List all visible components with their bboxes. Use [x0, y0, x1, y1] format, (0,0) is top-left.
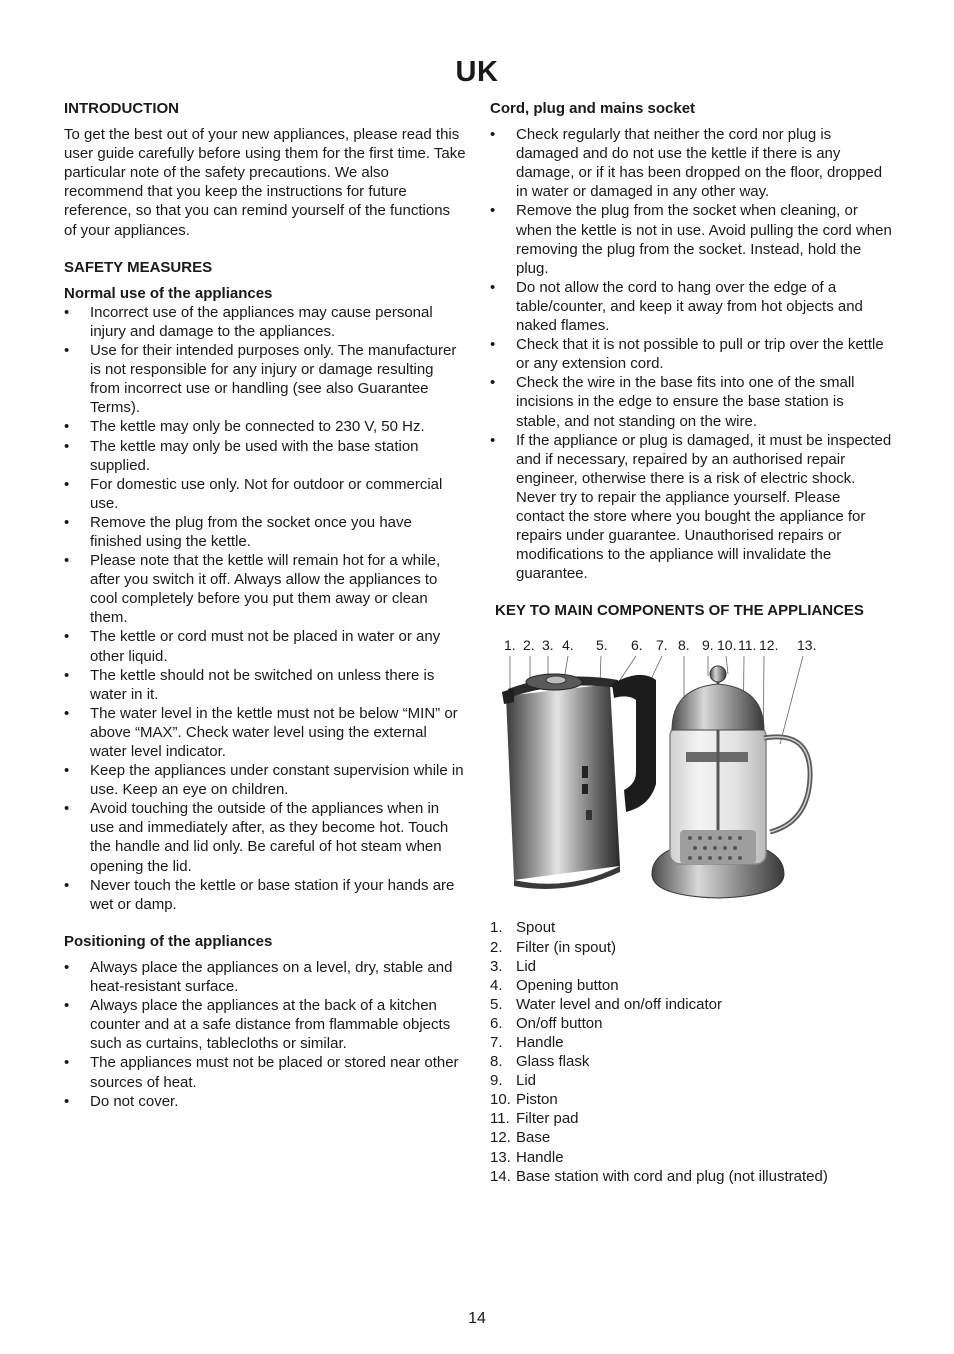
component-number: 8. [490, 1053, 503, 1071]
list-item: • Remove the plug from the socket once you have finished using the kettle. [64, 513, 466, 551]
callout-label: 6. [631, 637, 643, 654]
safety-heading: SAFETY MEASURES [64, 258, 213, 276]
component-label: Handle [516, 1034, 564, 1051]
callout-label: 13. [797, 637, 817, 654]
components-list [490, 918, 892, 1185]
callout-label: 9. [702, 637, 714, 654]
list-item [490, 976, 892, 995]
component-label: Piston [516, 1091, 558, 1109]
list-item [490, 995, 892, 1014]
list-item: • Do not cover. [64, 1092, 466, 1111]
list-item [490, 1167, 892, 1186]
list-item: • The water level in the kettle must not be below “MIN” or above “MAX”. Check water level using the external water level indicator. [64, 704, 466, 761]
callout-label: 7. [656, 637, 668, 654]
component-label: Handle [516, 1148, 564, 1166]
component-label: Glass flask [516, 1053, 590, 1071]
kettle-and-press-drawing [490, 634, 890, 902]
french-press [652, 666, 810, 898]
left-column [64, 99, 466, 1111]
list-item [490, 1128, 892, 1147]
component-label: Water level and on/off indicator [516, 995, 722, 1013]
list-item [490, 918, 892, 937]
list-item: • The kettle or cord must not be placed in water or any other liquid. [64, 627, 466, 665]
list-item: • The kettle should not be switched on unless there is water in it. [64, 666, 466, 704]
list-item [490, 1109, 892, 1128]
component-label: Lid [516, 957, 537, 975]
list-item: • Check that it is not possible to pull or trip over the kettle or any extension cord. [490, 335, 892, 373]
component-number: 11. [490, 1110, 510, 1128]
list-item: • For domestic use only. Not for outdoor or commercial use. [64, 475, 466, 513]
page-title: UK [455, 56, 499, 88]
list-item [490, 957, 892, 976]
list-item: • Incorrect use of the appliances may cause personal injury and damage to the appliances. [64, 303, 466, 341]
component-number: 2. [490, 938, 503, 956]
callout-label: 8. [678, 637, 690, 654]
list-item: • If the appliance or plug is damaged, it must be inspected and if necessary, repaired by an authorised repair engineer, otherwise there is a risk of electric shock. Never try to repair the appliance yourself. Please contact the store where you bought the appliance for repairs under guarantee. Unauthorised repairs or modifications to the appliance will invalidate the guarantee. [490, 431, 892, 584]
component-number: 7. [490, 1034, 503, 1051]
component-number: 1. [490, 919, 503, 937]
callout-label: 12. [759, 637, 779, 654]
component-number: 5. [490, 995, 503, 1013]
introduction-heading: INTRODUCTION [64, 100, 179, 117]
component-number: 12. [490, 1129, 511, 1147]
list-item: • Please note that the kettle will remain hot for a while, after you switch it off. Always allow the appliances to cool completely before you put them away or clean them. [64, 551, 466, 627]
cord-heading: Cord, plug and mains socket [490, 100, 696, 117]
list-item: • Never touch the kettle or base station if your hands are wet or damp. [64, 876, 466, 914]
list-item [490, 938, 892, 957]
component-number: 3. [490, 957, 503, 975]
component-label: On/off button [516, 1014, 603, 1032]
normal-use-list [64, 303, 466, 914]
callout-label: 10. [717, 637, 737, 654]
callout-label: 11. [738, 637, 757, 654]
list-item: • Keep the appliances under constant supervision while in use. Keep an eye on children. [64, 761, 466, 799]
page-number: 14 [468, 1310, 486, 1327]
positioning-list [64, 958, 466, 1111]
component-number: 4. [490, 976, 503, 994]
list-item [490, 1033, 892, 1052]
list-item [490, 1148, 892, 1167]
list-item: • Remove the plug from the socket when cleaning, or when the kettle is not in use. Avoid pulling the cord when removing the plug from the socket. Instead, hold the plug. [490, 201, 892, 277]
callout-label: 2. [523, 637, 535, 654]
list-item: • The kettle may only be used with the base station supplied. [64, 437, 466, 475]
callout-label: 1. [504, 637, 516, 654]
component-label: Filter (in spout) [516, 938, 617, 956]
introduction-text: To get the best out of your new appliances, please read this user guide carefully before using them for the first time. Take particular note of the safety precautions. We also recommend that you keep the instructions for future reference, so that you can remind yourself of the functions of your appliances. [64, 126, 466, 239]
list-item: • The appliances must not be placed or stored near other sources of heat. [64, 1053, 466, 1091]
component-label: Lid [516, 1072, 537, 1090]
component-number: 13. [490, 1148, 511, 1166]
cord-list [490, 125, 892, 583]
component-label: Base [516, 1129, 551, 1147]
kettle [502, 674, 656, 889]
component-number: 9. [490, 1072, 503, 1090]
component-label: Spout [516, 919, 556, 937]
normal-use-heading: Normal use of the appliances [64, 284, 273, 302]
appliance-illustration [490, 634, 890, 902]
list-item: • Check regularly that neither the cord nor plug is damaged and do not use the kettle if there is any damage, or if it has been dropped on the floor, dropped in water or damaged in any other way. [490, 125, 892, 201]
component-label: Opening button [516, 976, 619, 994]
positioning-heading: Positioning of the appliances [64, 932, 273, 950]
callout-label: 5. [596, 637, 608, 654]
right-column [490, 99, 892, 1186]
list-item: • Use for their intended purposes only. The manufacturer is not responsible for any injury or damage resulting from incorrect use or handling (see also Guarantee Terms). [64, 341, 466, 417]
list-item: • The kettle may only be connected to 230 V, 50 Hz. [64, 417, 466, 436]
list-item: • Avoid touching the outside of the appliances when in use and immediately after, as they become hot. Touch the handle and lid only. Be careful of hot steam when opening the lid. [64, 799, 466, 875]
component-number: 6. [490, 1014, 503, 1032]
list-item [490, 1090, 892, 1109]
list-item: • Check the wire in the base fits into one of the small incisions in the edge to ensure the base station is stable, and not standing on the wire. [490, 373, 892, 430]
list-item: • Always place the appliances on a level, dry, stable and heat-resistant surface. [64, 958, 466, 996]
list-item [490, 1052, 892, 1071]
callout-label: 4. [562, 637, 574, 654]
components-heading: KEY TO MAIN COMPONENTS OF THE APPLIANCES [495, 602, 864, 620]
list-item: • Always place the appliances at the back of a kitchen counter and at a safe distance from flammable objects such as curtains, tablecloths or similar. [64, 996, 466, 1053]
list-item [490, 1014, 892, 1033]
list-item: • Do not allow the cord to hang over the edge of a table/counter, and keep it away from hot objects and naked flames. [490, 278, 892, 335]
component-label: Base station with cord and plug (not illustrated) [516, 1167, 828, 1185]
callout-label: 3. [542, 637, 554, 654]
list-item [490, 1071, 892, 1090]
component-number: 14. [490, 1167, 511, 1185]
component-label: Filter pad [516, 1110, 579, 1128]
component-number: 10. [490, 1091, 511, 1109]
